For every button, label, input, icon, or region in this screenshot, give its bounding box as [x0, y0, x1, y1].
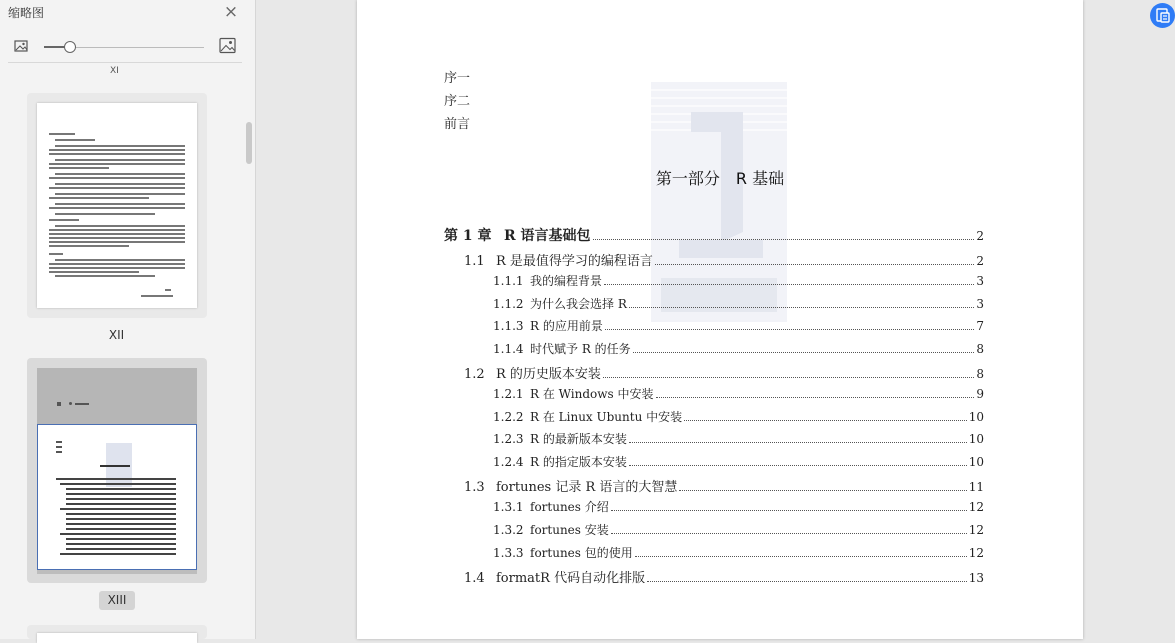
toc-title: R 的最新版本安装	[530, 432, 627, 446]
toc-leader-dots	[611, 532, 967, 534]
thumbnail-image	[37, 633, 197, 643]
toc-leader-dots	[611, 509, 967, 511]
toc-number: 第 1 章	[444, 228, 492, 244]
toc-leader-dots	[629, 464, 967, 466]
toc-entry[interactable]	[444, 225, 984, 245]
sidebar-scrollbar[interactable]	[246, 122, 252, 164]
toc-page-number: 13	[968, 571, 984, 585]
toc-title: 为什么我会选择 R	[530, 297, 627, 311]
thumbnail-label-partial: XI	[110, 66, 119, 76]
toc-number: 1.4	[464, 571, 485, 586]
toc-page-number: 8	[976, 342, 984, 356]
toc-leader-dots	[633, 351, 975, 353]
toc-page-number: 12	[968, 523, 984, 537]
toc-page-number: 8	[976, 367, 984, 381]
toc-number: 1.2.2	[493, 410, 524, 424]
toc-leader-dots	[679, 489, 966, 491]
close-icon[interactable]: ×	[223, 2, 239, 22]
thumbnail-preview-header	[37, 368, 197, 424]
toc-title: fortunes 介绍	[530, 500, 609, 514]
toc-number: 1.2	[464, 367, 485, 382]
toc-title: R 在 Linux Ubuntu 中安装	[530, 410, 683, 424]
front-matter-item[interactable]: 前言	[444, 117, 471, 132]
thumbnail-page-edge	[37, 570, 197, 574]
toc-leader-dots	[604, 283, 974, 285]
toc-leader-dots	[656, 396, 975, 398]
toc-page-number: 10	[968, 410, 984, 424]
thumbnail-label-selected: XIII	[99, 591, 135, 610]
toc-entry[interactable]	[493, 272, 984, 289]
toc-title: R 是最值得学习的编程语言	[496, 254, 653, 269]
toc-title: fortunes 安装	[530, 523, 609, 537]
toc-leader-dots	[647, 580, 967, 582]
thumbnail-sidebar	[0, 0, 256, 639]
toc-page-number: 3	[976, 297, 984, 311]
toc-number: 1.3.2	[493, 523, 524, 537]
toc-title: fortunes 包的使用	[530, 546, 633, 560]
toc-entry[interactable]	[464, 363, 984, 382]
toc-page-number: 9	[976, 387, 984, 401]
document-convert-icon[interactable]	[1150, 3, 1175, 28]
toc-number: 1.2.1	[493, 387, 524, 401]
toc-leader-dots	[635, 555, 967, 557]
toc-number: 1.1.4	[493, 342, 524, 356]
toc-leader-dots	[655, 263, 974, 265]
toc-leader-dots	[684, 419, 967, 421]
toc-entry[interactable]	[493, 317, 984, 334]
toc-entry[interactable]	[493, 544, 984, 561]
toc-entry[interactable]	[493, 453, 984, 470]
toc-page-number: 2	[976, 254, 984, 268]
thumbnail-page-xiii[interactable]	[27, 358, 207, 583]
toc-page-number: 10	[968, 432, 984, 446]
toc-entry[interactable]	[493, 430, 984, 447]
toc-leader-dots	[629, 441, 967, 443]
toc-number: 1.3.1	[493, 500, 524, 514]
toc-number: 1.3.3	[493, 546, 524, 560]
toc-page-number: 3	[976, 274, 984, 288]
toc-title: R 语言基础包	[504, 228, 591, 244]
toc-page-number: 11	[968, 480, 984, 494]
toc-number: 1.1	[464, 254, 485, 269]
front-matter-item[interactable]: 序一	[444, 71, 471, 86]
toc-number: 1.2.3	[493, 432, 524, 446]
toc-page-number: 10	[968, 455, 984, 469]
sidebar-divider	[8, 62, 242, 63]
toc-page-number: 12	[968, 500, 984, 514]
image-large-icon[interactable]	[219, 37, 236, 54]
toc-title: R 的历史版本安装	[496, 367, 601, 382]
zoom-slider-handle[interactable]	[64, 41, 76, 53]
toc-title: formatR 代码自动化排版	[496, 571, 646, 586]
toc-leader-dots	[593, 238, 975, 240]
document-page	[357, 0, 1083, 639]
toc-title: R 的应用前景	[530, 319, 603, 333]
toc-number: 1.1.1	[493, 274, 524, 288]
toc-number: 1.1.2	[493, 297, 524, 311]
toc-entry[interactable]	[493, 340, 984, 357]
thumbnail-label: XII	[108, 328, 125, 342]
toc-number: 1.1.3	[493, 319, 524, 333]
sidebar-title: 缩略图	[8, 6, 45, 20]
toc-entry[interactable]	[464, 250, 984, 269]
front-matter-item[interactable]: 序二	[444, 94, 471, 109]
toc-title: fortunes 记录 R 语言的大智慧	[496, 480, 678, 495]
toc-entry[interactable]	[493, 498, 984, 515]
part-title: 第一部分 R 基础	[655, 169, 785, 188]
toc-entry[interactable]	[493, 521, 984, 538]
thumbnail-page-xii[interactable]	[27, 93, 207, 318]
toc-title: R 的指定版本安装	[530, 455, 627, 469]
toc-entry[interactable]	[493, 385, 984, 402]
toc-entry[interactable]	[493, 408, 984, 425]
toc-title: R 在 Windows 中安装	[530, 387, 654, 401]
toc-page-number: 2	[976, 229, 984, 243]
toc-entry[interactable]	[493, 295, 984, 312]
image-small-icon[interactable]	[14, 39, 28, 53]
thumbnail-image	[37, 424, 197, 570]
toc-number: 1.2.4	[493, 455, 524, 469]
toc-title: 我的编程背景	[530, 274, 603, 288]
zoom-slider-fill	[44, 46, 66, 48]
thumbnail-image	[37, 103, 197, 308]
thumbnail-zoom-control	[0, 36, 255, 60]
thumbnail-page-next[interactable]	[27, 625, 207, 639]
toc-leader-dots	[605, 328, 975, 330]
toc-page-number: 7	[976, 319, 984, 333]
toc-leader-dots	[629, 306, 975, 308]
toc-entry[interactable]	[464, 476, 984, 495]
toc-leader-dots	[603, 376, 974, 378]
toc-entry[interactable]	[464, 567, 984, 586]
toc-page-number: 12	[968, 546, 984, 560]
toc-title: 时代赋予 R 的任务	[530, 342, 631, 356]
toc-number: 1.3	[464, 480, 485, 495]
